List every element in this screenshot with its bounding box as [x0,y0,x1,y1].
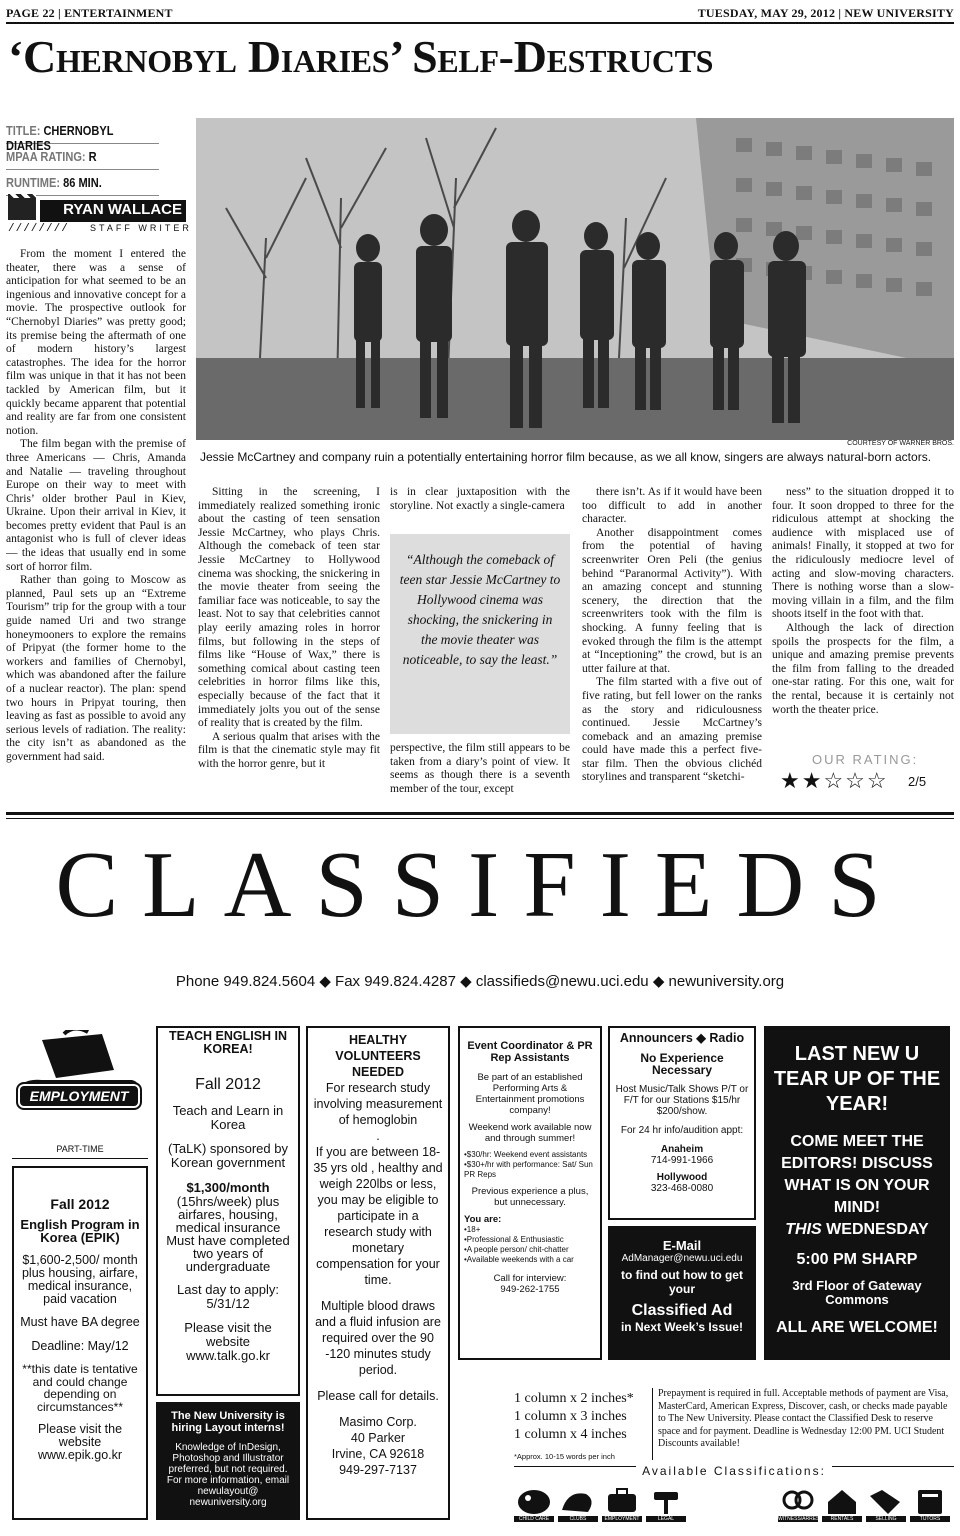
rating-value: 2/5 [908,774,927,789]
pricing-divider [652,1388,653,1460]
classifieds-rule-thin [6,818,954,819]
article-photo [196,118,954,440]
classifieds-contact: Phone 949.824.5604 ◆ Fax 949.824.4287 ◆ classifieds@newu.uci.edu ◆ newuniversity.org [175,973,785,990]
clapperboard-icon [8,198,36,220]
healthy-volunteers-ad: HEALTHY VOLUNTEERS NEEDED For research study involving measurement of hemoglobin . If you are between 18-35 yrs old , healthy and weigh 220lbs or less, you may be eligible to participate in a research study with monetary compensation for your time. Multiple blood draws and a fluid infusion are required over the 90 -120 minutes study period. Please call for details. Masimo Corp. 40 Parker Irvine, CA 92618 949-297-7137 [306,1026,450,1520]
photo-illustration [196,118,954,440]
photo-credit: COURTESY OF WARNER BROS. [847,440,954,447]
byline-role: STAFF WRITER [90,223,192,233]
email-ad: E-Mail AdManager@newu.uci.edu to find out how to get your Classified Ad in Next Week’s Issue! [608,1226,756,1360]
part-time-label: PART-TIME [12,1144,148,1159]
info-title: TITLE: CHERNOBYL DIARIES [6,118,159,144]
article-headline: ‘Chernobyl Diaries’ Self-Destructs [8,31,714,82]
byline-slashes: //////// [8,223,69,235]
info-runtime: RUNTIME: 86 MIN. [6,170,159,196]
witness-arrest-icon: WITNESS/ARREST [778,1484,818,1524]
clubs-icon: CLUBS [558,1484,598,1524]
announcers-ad: Announcers ◆ Radio No Experience Necessary Host Music/Talk Shows P/T or F/T for our Stations $15/hr $200/show. For 24 hr info/audition appt: Anaheim 714-991-1966 Hollywood 323-468-0080 [608,1026,756,1220]
tear-up-ad: LAST NEW U TEAR UP OF THE YEAR! COME MEET THE EDITORS! DISCUSS WHAT IS ON YOUR MIND! THIS WEDNESDAY 5:00 PM SHARP 3rd Floor of Gateway Commons ALL ARE WELCOME! [764,1026,950,1360]
page-section-label: PAGE 22 | ENTERTAINMENT [6,6,173,20]
article-column-5: ness” to the situation dropped it to four. It soon dropped to three for the ridiculous attempt at shocking the audience with misplaced use of animals! Finally, it stopped at two for the ridiculously mediocre level of acting and slow-moving characters. There is nothing worse than a slow-moving villain in a film, and the film shoots itself in the foot with that. Although the lack of direction spoils the prospects for the film, a unique and amazing premise prevents the film from falling to the dreaded one-star rating. For this one, wait for the rental, because it is certainly not worth the theater price. [772,486,954,716]
tutors-icon: TUTORS [910,1484,950,1524]
article-column-4: there isn’t. As if it would have been too difficult to add in another character. Another disappointment comes from the potential of having screenwriter Oren Peli (the genius behind “Paranormal Activity”). With an amazing concept and stunning scenery, the direction that the screenwriters took with the film is shocking. A funny feeling that is evoked through the film is the attempt at “Inceptioning” the crowd, but is an utter failure at that. The film started with a five out of five rating, but fell lower on the ranks as the story and ridiculousness continued. Jessie McCartney’s comeback and an amazing premise could have made this a perfect five-star film. Then the obvious clichéd storylines and transparent “sketchi- [582,486,762,784]
info-mpaa: MPAA RATING: R [6,144,159,170]
epik-ad: Fall 2012 English Program in Korea (EPIK) $1,600-2,500/ month plus housing, airfare, medical insurance, paid vacation Must have BA degree Deadline: May/12 **this date is tentative and could change depending on circumstances** Please visit the website www.epik.go.kr [12,1166,148,1520]
selling-icon: SELLING [866,1484,906,1524]
pull-quote: “Although the comeback of teen star Jessie McCartney to Hollywood cinema was shocking, the snickering in the movie theater was noticeable, to say the least.” [390,534,570,734]
event-coordinator-ad: Event Coordinator & PR Rep Assistants Be part of an established Performing Arts & Entertainment promotions company! Weekend work available now and through summer! •$30/hr: Weekend event assistants •$30+/hr with performance: Sat/ Sun PR Reps Previous experience a plus, but unnecessary. You are: •18+ •Professional & Enthusiastic •A people person/ chit-chatter •Available weekends with a car Call for interview: 949-262-1755 [458,1026,602,1360]
employment-label: EMPLOYMENT [18,1084,140,1108]
child-care-icon: CHILD CARE [514,1484,554,1524]
pricing-policy: Prepayment is required in full. Acceptable methods of payment are Visa, MasterCard, American Express, Discover, cash, or checks made payable to The New University. Please contact the Classified Desk to reserve space and for payment. Deadline is Wednesday 12:00 PM. UCI Student Discounts available! [658,1388,949,1449]
article-column-1: From the moment I entered the theater, there was a sense of anticipation for what seemed to be an ingenious and innovative concept for a movie. The prospective outlook for “Chernobyl Diaries” was pretty good; its premise being the aftermath of one of modern history’s largest catastrophes. The idea for the horror film was unique in that it has not been tackled by American film, but it quickly became apparent that potential and reality are far from one consistent notion. The film began with the premise of three Americans — Chris, Amanda and Natalie — traveling throughout Europe on their way to meet with Chris’ older brother Paul in Kiev, Ukraine. Upon their arrival in Kiev, it becomes pretty evident that Paul is an antagonist who is full of clever ideas — the ideas that usually end in some sort of horror film. Rather than going to Moscow as planned, Paul sets up an “Extreme Tourism” trip for the group with a tour guide named Uri and two strange honeymooners to explore the remains of Pripyat (the former home to the workers and families of Chernobyl, which was abandoned after the failure of a nuclear reactor). The plan: spend two hours in Pripyat touring, then leaving as fast as possible to avoid any serious levels of radiation. The reality: the city isn’t as abandoned as the government had said. [6,248,186,763]
issue-date-label: TUESDAY, MAY 29, 2012 | NEW UNIVERSITY [697,6,954,20]
available-classifications-label: Available Classifications: [514,1464,954,1478]
article-column-3-bottom: perspective, the film still appears to be taken from a diary’s point of view. It seems as though there is a seventh member of the tour, except [390,742,570,795]
photo-caption: Jessie McCartney and company ruin a potentially entertaining horror film because, as we all know, singers are always natural-born actors. [200,450,932,464]
classification-icons [514,1484,954,1528]
article-column-2: Sitting in the screening, I immediately realized something ironic about the casting of teen sensation Jessie McCartney, who plays Chris. Although the comeback of teen star Jessie McCartney to Hollywood cinema was shocking, the snickering in the movie theater from seeing the familiar face was noticeable, to say the least. Not to say that celebrities cannot play eerily amazing roles in horror films, but following in the steps of films like “House of Wax,” there is something comical about casting teen celebrities in horror films like this, especially because of the fact that it immediately jolts you out of the sense of reality that is created by the film. A serious qualm that arises with the film is that the cinematic style may fit with the horror genre, but it [198,486,380,770]
layout-interns-ad: The New University is hiring Layout interns! Knowledge of InDesign, Photoshop and Illustrator preferred, but not required. For more information, email newulayout@ newuniversity.org [156,1402,300,1520]
star-rating: ★★☆☆☆ [780,768,889,793]
teach-english-ad: TEACH ENGLISH IN KOREA! Fall 2012 Teach and Learn in Korea (TaLK) sponsored by Korean government $1,300/month (15hrs/week) plus airfares, housing, medical insurance Must have completed two years of undergraduate Last day to apply: 5/31/12 Please visit the website www.talk.go.kr [156,1026,300,1396]
legal-icon: LEGAL [646,1484,686,1524]
classifieds-title: CLASSIFIEDS [55,833,905,937]
classifieds-rule [6,812,954,815]
header-rule [6,22,954,24]
rating-label: OUR RATING: [812,752,919,767]
pricing-rates: 1 column x 2 inches* 1 column x 3 inches 1 column x 4 inches *Approx. 10-15 words per inch [514,1391,634,1461]
rentals-icon: RENTALS [822,1484,862,1524]
byline-name: RYAN WALLACE [40,200,186,222]
article-column-3-top: is in clear juxtaposition with the storyline. Not exactly a single-camera [390,486,570,512]
employment-icon: EMPLOYMENT [602,1484,642,1524]
